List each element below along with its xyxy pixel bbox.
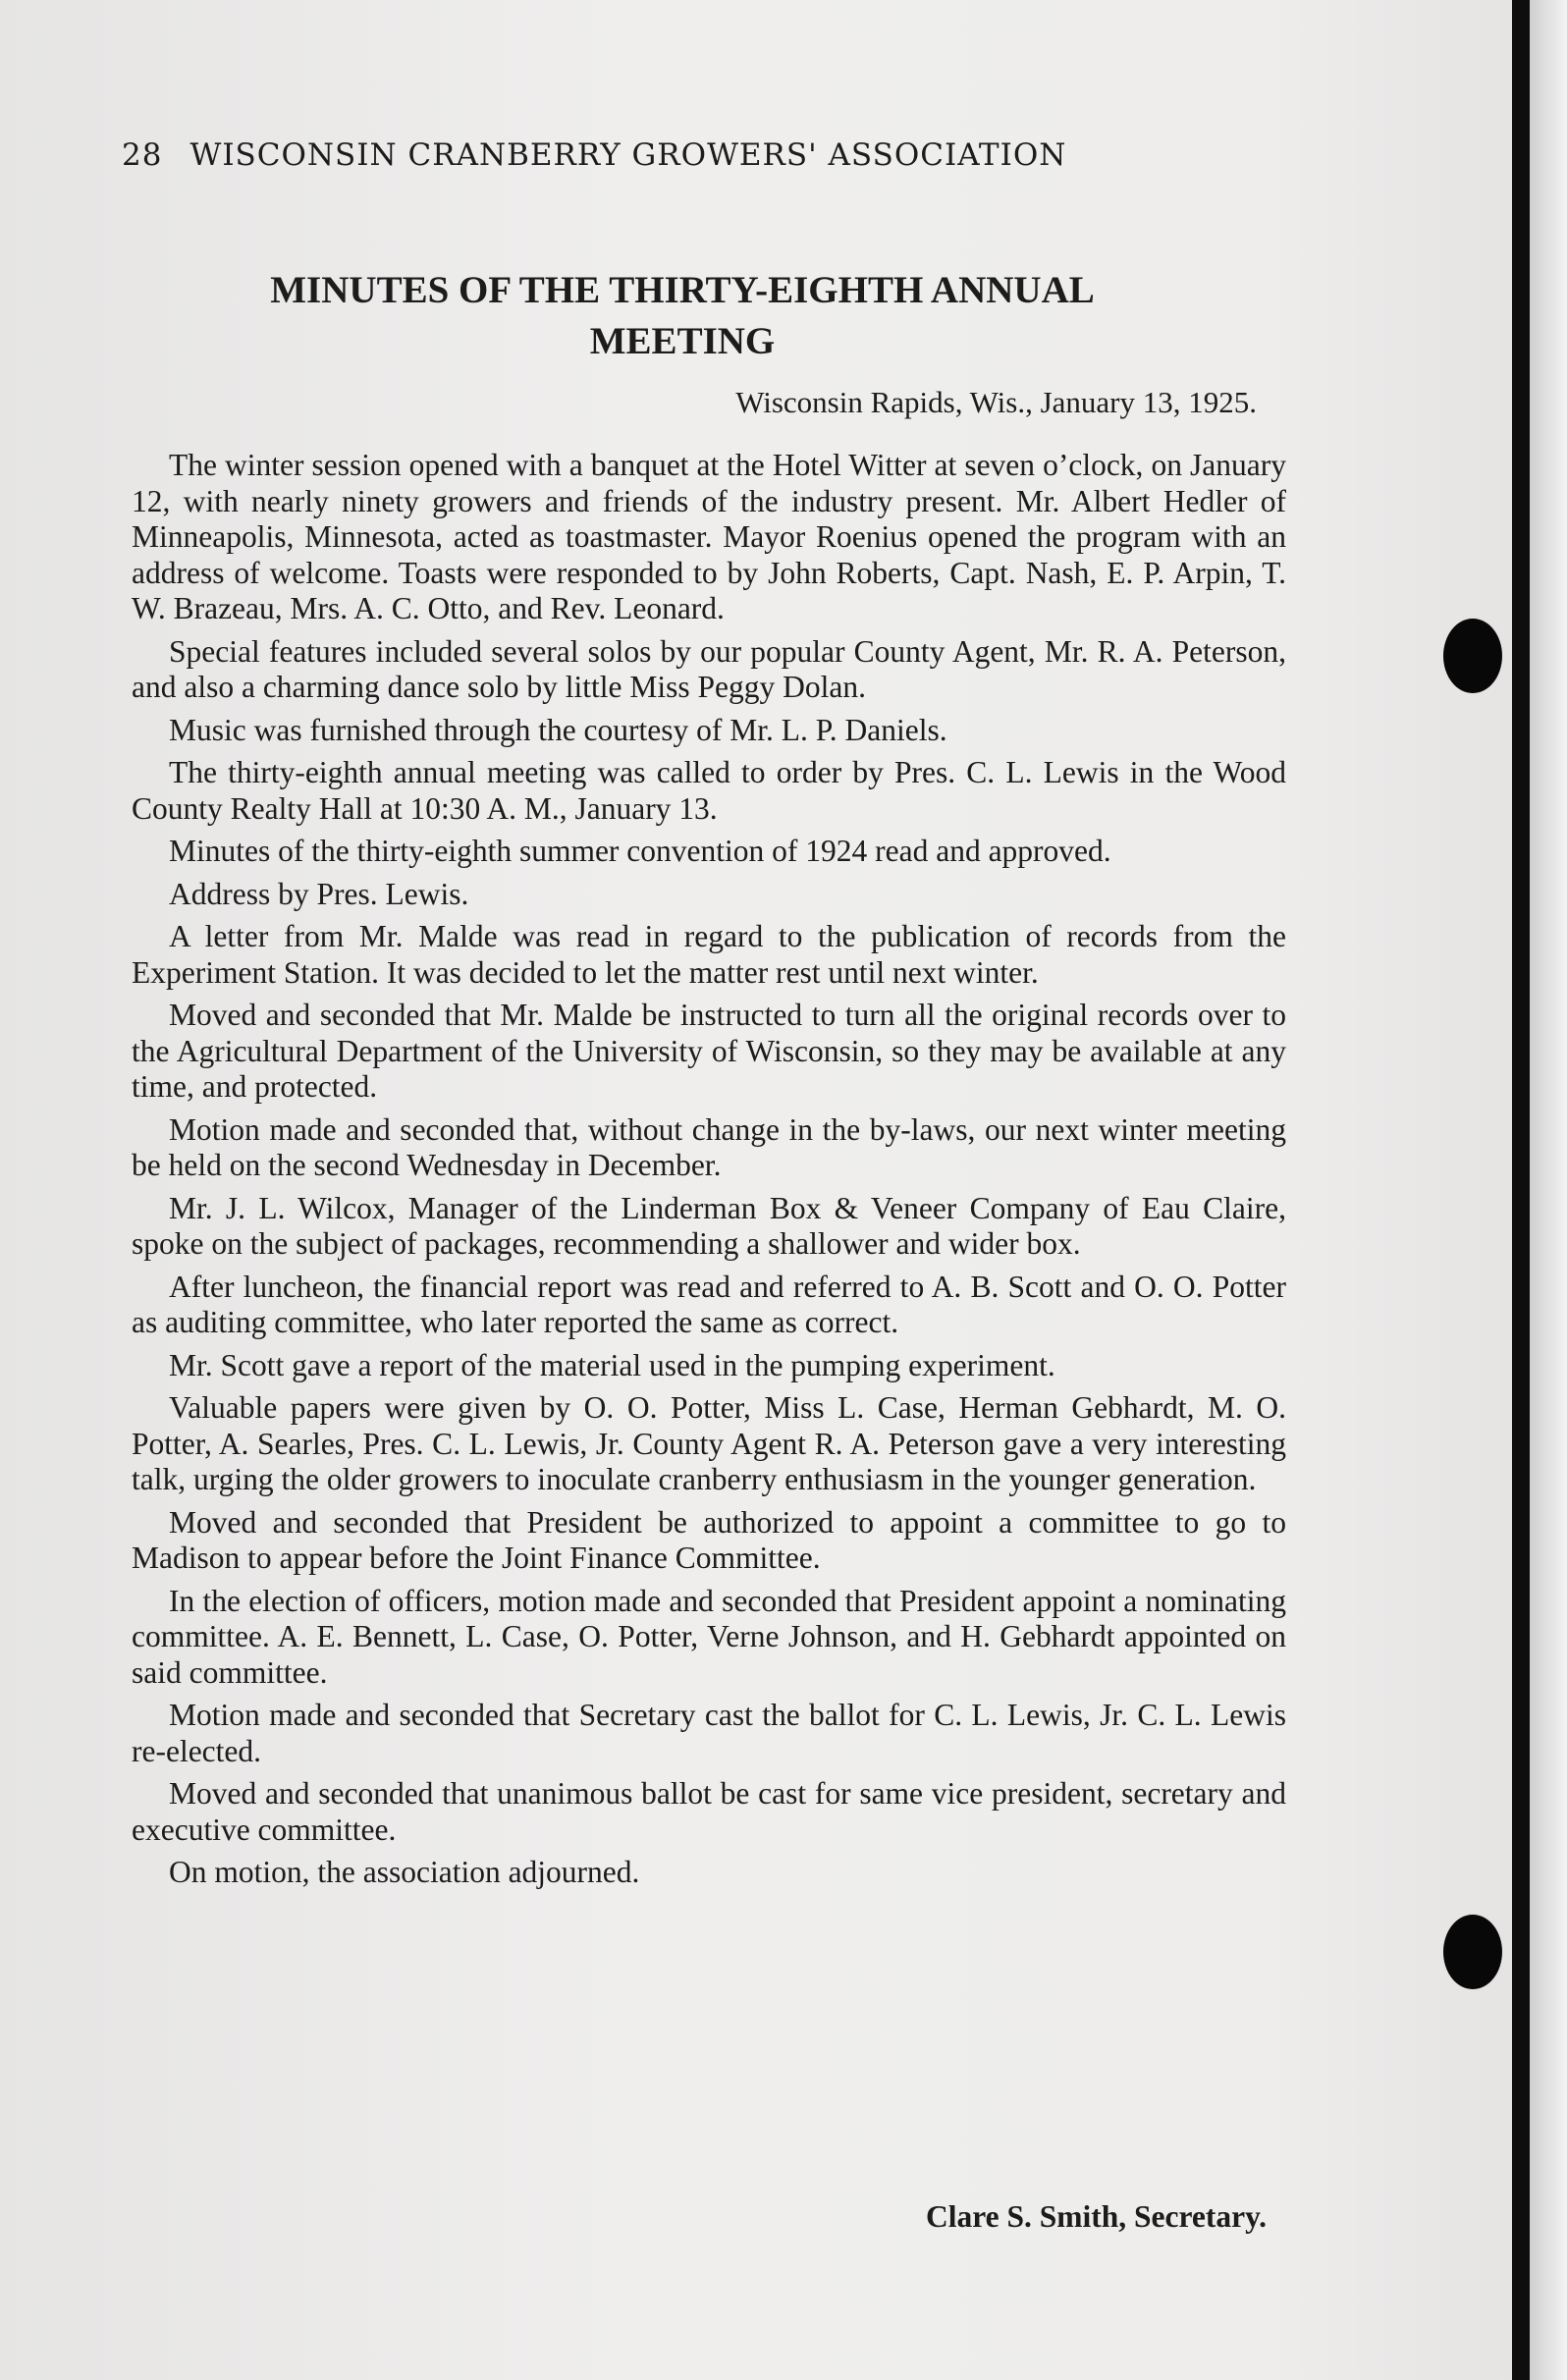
paragraph: Mr. Scott gave a report of the material used in the pumping experiment. (169, 1347, 1055, 1382)
title-line-2: MEETING (589, 320, 776, 362)
binder-hole (1443, 619, 1502, 693)
dateline: Wisconsin Rapids, Wis., January 13, 1925. (735, 385, 1257, 419)
paragraph: The winter session opened with a banquet at the Hotel Witter at seven o’clock, on January 12, with nearly ninety growers and friends of the industry present. Mr. Albert Hedler of Minneapolis, Minnesota, acted as toastmaster. Mayor Roenius opened the program with an address of welcome. Toasts were responded to by John Roberts, Capt. Nash, E. P. Arpin, T. W. Brazeau, Mrs. A. C. Otto, and Rev. Leonard. (132, 448, 1286, 625)
paragraph: Address by Pres. Lewis. (169, 876, 469, 911)
paragraph: Motion made and seconded that, without change in the by-laws, our next winter meeting be held on the second Wednesday in December. (132, 1111, 1286, 1182)
paragraph: A letter from Mr. Malde was read in regard to the publication of records from the Experiment Station. It was decided to let the matter rest until next winter. (132, 919, 1286, 990)
document-title (137, 265, 1227, 367)
paragraph: Music was furnished through the courtesy of Mr. L. P. Daniels. (169, 712, 947, 747)
paragraph: The thirty-eighth annual meeting was called to order by Pres. C. L. Lewis in the Wood County Realty Hall at 10:30 A. M., January 13. (132, 755, 1286, 826)
paragraph: Moved and seconded that Mr. Malde be instructed to turn all the original records over to the Agricultural Department of the University of Wisconsin, so they may be available at any time, and protected. (132, 998, 1286, 1104)
running-title: WISCONSIN CRANBERRY GROWERS' ASSOCIATION (189, 137, 1067, 173)
paragraph: On motion, the association adjourned. (169, 1855, 640, 1889)
binder-hole (1443, 1915, 1502, 1989)
running-header (122, 137, 1202, 173)
paragraph: After luncheon, the financial report was read and referred to A. B. Scott and O. O. Potter as auditing committee, who later reported the same as correct. (132, 1269, 1286, 1339)
paragraph: Valuable papers were given by O. O. Potter, Miss L. Case, Herman Gebhardt, M. O. Potter, A. Searles, Pres. C. L. Lewis, Jr. County Agent R. A. Peterson gave a very interesting talk, urging the older growers to inoculate cranberry enthusiasm in the younger generation. (132, 1390, 1286, 1496)
minutes-body (132, 448, 1286, 1898)
paragraph: Minutes of the thirty-eighth summer convention of 1924 read and approved. (169, 834, 1111, 868)
paragraph: Moved and seconded that unanimous ballot be cast for same vice president, secretary and executive committee. (132, 1776, 1286, 1847)
paragraph: Mr. J. L. Wilcox, Manager of the Linderman Box & Veneer Company of Eau Claire, spoke on the subject of packages, recommending a shallower and wider box. (132, 1190, 1286, 1261)
page-edge-shadow (1512, 0, 1530, 2380)
signature: Clare S. Smith, Secretary. (925, 2199, 1267, 2234)
page-margin (1530, 0, 1567, 2380)
page-number: 28 (122, 137, 163, 173)
paragraph: Moved and seconded that President be authorized to appoint a committee to go to Madison to appear before the Joint Finance Committee. (132, 1504, 1286, 1575)
paragraph: Special features included several solos by our popular County Agent, Mr. R. A. Peterson, and also a charming dance solo by little Miss Peggy Dolan. (132, 633, 1286, 704)
paragraph: In the election of officers, motion made and seconded that President appoint a nominating committee. A. E. Bennett, L. Case, O. Potter, Verne Johnson, and H. Gebhardt appointed on said committee. (132, 1583, 1286, 1690)
title-line-1: MINUTES OF THE THIRTY-EIGHTH ANNUAL (270, 269, 1095, 311)
paragraph: Motion made and seconded that Secretary cast the ballot for C. L. Lewis, Jr. C. L. Lewis re-elected. (132, 1698, 1286, 1768)
